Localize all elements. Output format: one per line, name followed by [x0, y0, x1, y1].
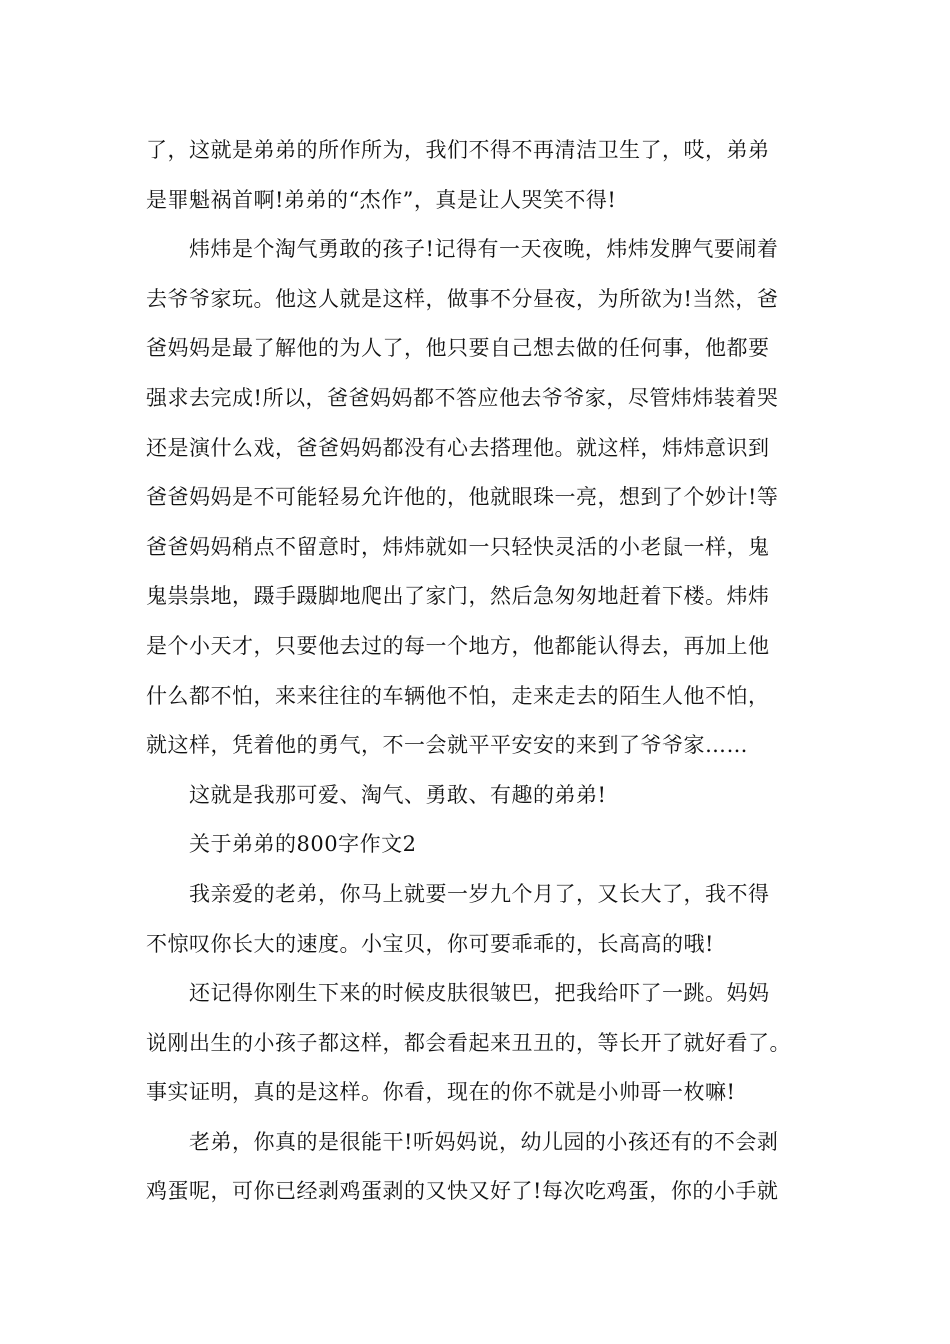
text-line: 了，这就是弟弟的所作所为，我们不得不再清洁卫生了，哎，弟弟 — [146, 138, 770, 162]
text-line: 爸爸妈妈稍点不留意时，炜炜就如一只轻快灵活的小老鼠一样，鬼 — [146, 534, 770, 559]
text-line: 什么都不怕，来来往往的车辆他不怕，走来走去的陌生人他不怕， — [146, 683, 770, 708]
text-line: 说刚出生的小孩子都这样，都会看起来丑丑的，等长开了就好看了。 — [146, 1030, 791, 1055]
text-line: 不惊叹你长大的速度。小宝贝，你可要乖乖的，长高高的哦! — [146, 931, 714, 956]
body-text — [146, 126, 846, 1217]
text-line: 爸妈妈是最了解他的为人了，他只要自己想去做的任何事，他都要 — [146, 336, 770, 361]
text-line: 是个小天才，只要他去过的每一个地方，他都能认得去，再加上他 — [146, 633, 770, 658]
paragraph-start-line: 我亲爱的老弟，你马上就要一岁九个月了，又长大了，我不得 — [189, 881, 770, 906]
text-line: 去爷爷家玩。他这人就是这样，做事不分昼夜，为所欲为!当然，爸 — [146, 286, 779, 311]
text-line: 强求去完成!所以，爸爸妈妈都不答应他去爷爷家，尽管炜炜装着哭 — [146, 385, 779, 410]
paragraph-start-line: 炜炜是个淘气勇敢的孩子!记得有一天夜晚，炜炜发脾气要闹着 — [189, 237, 779, 262]
paragraph-start-line: 还记得你刚生下来的时候皮肤很皱巴，把我给吓了一跳。妈妈 — [189, 981, 770, 1006]
text-line: 还是演什么戏，爸爸妈妈都没有心去搭理他。就这样，炜炜意识到 — [146, 435, 770, 460]
text-line: 事实证明，真的是这样。你看，现在的你不就是小帅哥一枚嘛! — [146, 1080, 736, 1105]
section-heading: 关于弟弟的800字作文2 — [189, 832, 417, 857]
text-line: 鬼祟祟地，蹑手蹑脚地爬出了家门，然后急匆匆地赶着下楼。炜炜 — [146, 584, 770, 609]
text-line: 是罪魁祸首啊!弟弟的“杰作”，真是让人哭笑不得! — [146, 187, 617, 212]
text-line: 就这样，凭着他的勇气，不一会就平平安安的来到了爷爷家…… — [146, 733, 748, 758]
text-line: 爸爸妈妈是不可能轻易允许他的，他就眼珠一亮，想到了个妙计!等 — [146, 485, 779, 510]
paragraph-start-line: 老弟，你真的是很能干!听妈妈说，幼儿园的小孩还有的不会剥 — [189, 1129, 779, 1154]
paragraph-start-line: 这就是我那可爱、淘气、勇敢、有趣的弟弟! — [189, 782, 607, 807]
text-line: 鸡蛋呢，可你已经剥鸡蛋剥的又快又好了!每次吃鸡蛋，你的小手就 — [146, 1179, 779, 1204]
